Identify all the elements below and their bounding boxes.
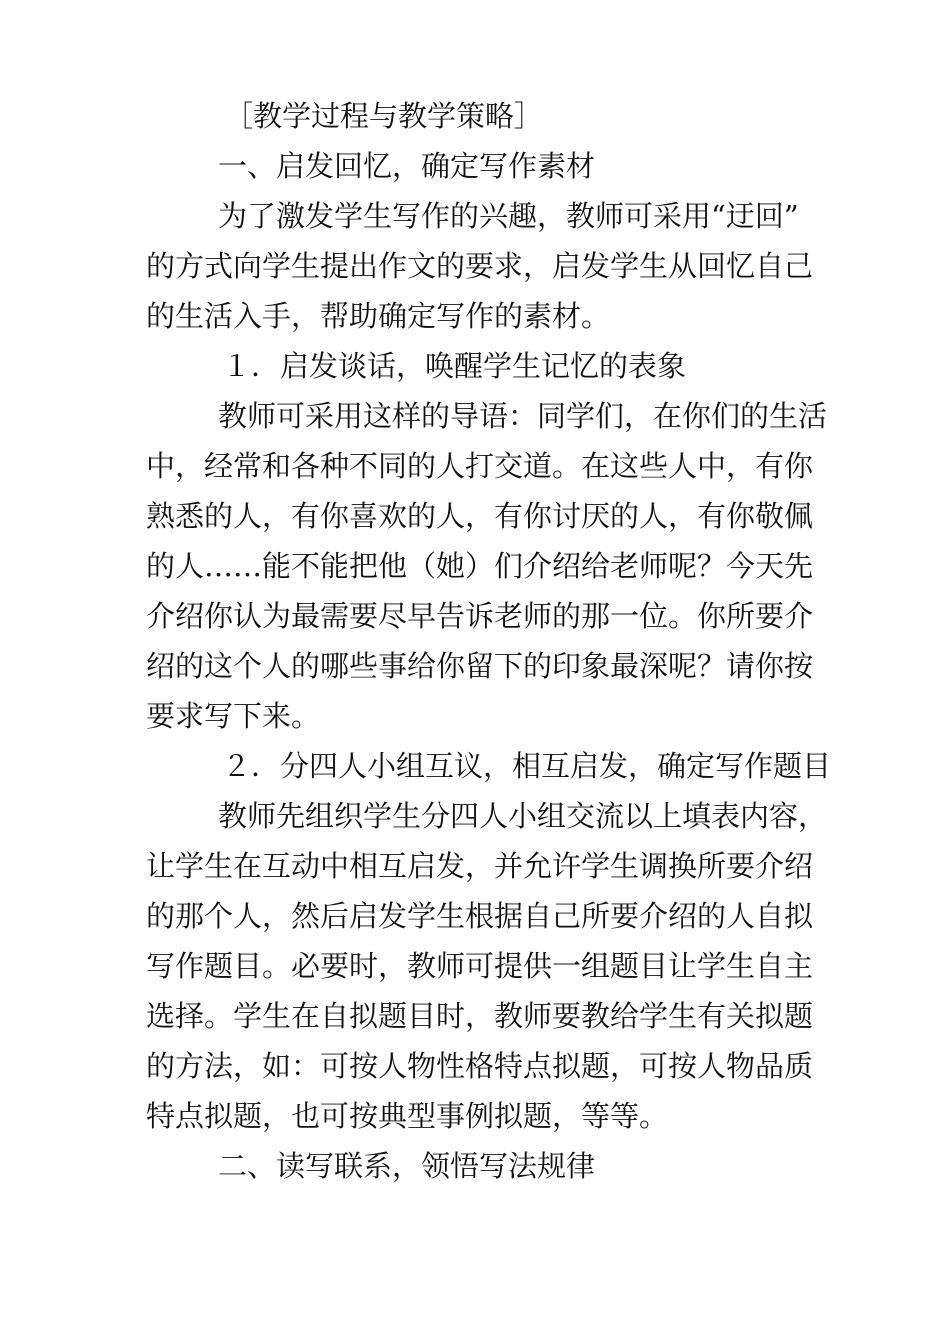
- paragraph-line: 写作题目。必要时，教师可提供一组题目让学生自主: [146, 949, 814, 983]
- paragraph-line: 特点拟题，也可按典型事例拟题，等等。: [146, 1099, 669, 1133]
- paragraph-line: 选择。学生在自拟题目时，教师要教给学生有关拟题: [146, 999, 814, 1033]
- paragraph-line: 的人……能不能把他（她）们介绍给老师呢？今天先: [146, 549, 814, 583]
- paragraph-line: 的生活入手，帮助确定写作的素材。: [146, 299, 611, 333]
- paragraph-line: 的那个人，然后启发学生根据自己所要介绍的人自拟: [146, 899, 814, 933]
- subheading-item-1: １．启发谈话，唤醒学生记忆的表象: [222, 349, 687, 383]
- paragraph-line: 的方法，如：可按人物性格特点拟题，可按人物品质: [146, 1049, 814, 1083]
- paragraph-line: 的方式向学生提出作文的要求，启发学生从回忆自己: [146, 249, 814, 283]
- heading-part-one: 一、启发回忆，确定写作素材: [218, 149, 596, 183]
- section-heading-teaching-process: ［教学过程与教学策略］: [224, 99, 544, 133]
- subheading-item-2: ２．分四人小组互议，相互启发，确定写作题目: [222, 749, 832, 783]
- paragraph-line: 绍的这个人的哪些事给你留下的印象最深呢？请你按: [146, 649, 814, 683]
- paragraph-line: 教师先组织学生分四人小组交流以上填表内容，: [218, 799, 828, 833]
- paragraph-line: 教师可采用这样的导语：同学们，在你们的生活: [218, 399, 828, 433]
- paragraph-line: 介绍你认为最需要尽早告诉老师的那一位。你所要介: [146, 599, 814, 633]
- heading-part-two: 二、读写联系，领悟写法规律: [218, 1149, 596, 1183]
- paragraph-line: 让学生在互动中相互启发，并允许学生调换所要介绍: [146, 849, 814, 883]
- paragraph-line: 为了激发学生写作的兴趣，教师可采用“迂回”: [218, 199, 799, 233]
- paragraph-line: 中，经常和各种不同的人打交道。在这些人中，有你: [146, 449, 814, 483]
- paragraph-line: 熟悉的人，有你喜欢的人，有你讨厌的人，有你敬佩: [146, 499, 814, 533]
- paragraph-line: 要求写下来。: [146, 699, 321, 733]
